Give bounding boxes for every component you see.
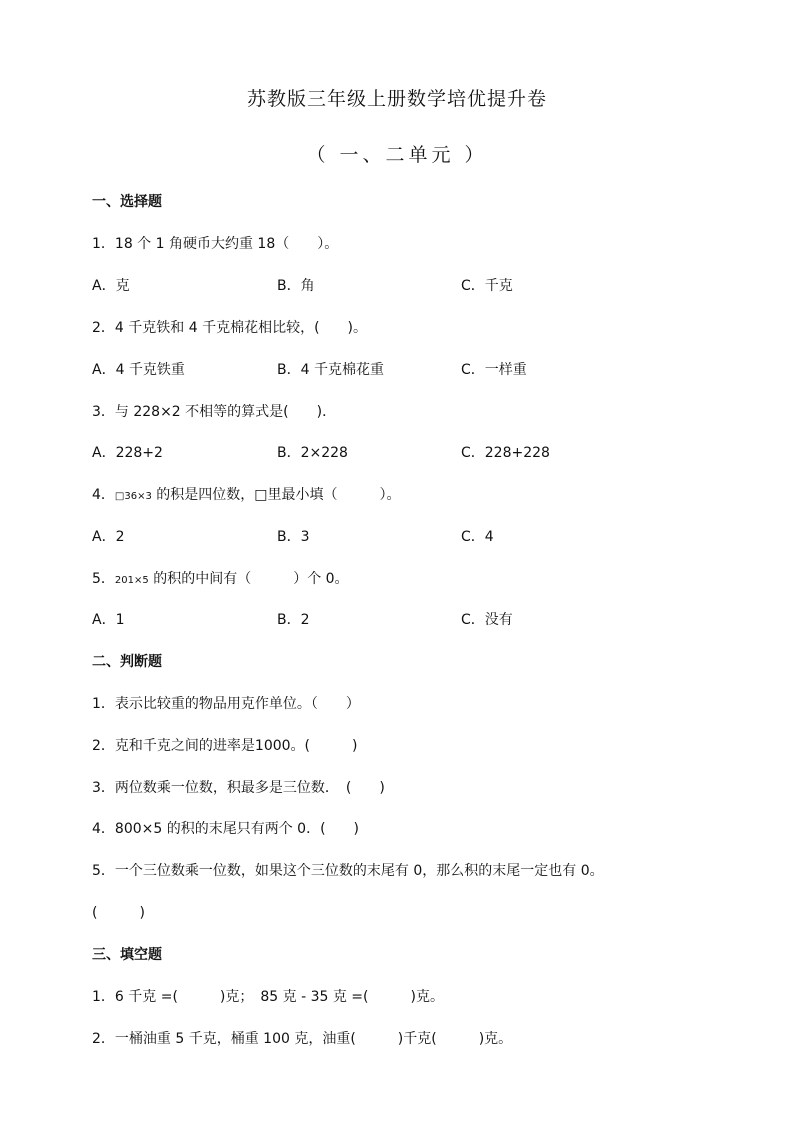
option-c: C．没有 [461,612,513,628]
section-heading-fill: 三、填空题 [92,947,162,963]
section-heading-judgement: 二、判断题 [92,654,162,670]
option-b: B．2 [277,612,310,628]
option-a: A．克 [92,278,130,294]
math-expression: □36×3 [114,491,152,502]
option-a: A．1 [92,612,125,628]
option-a: A．2 [92,529,125,545]
question-text: 3．与 228×2 不相等的算式是( )． [92,404,337,420]
option-b: B．4 千克棉花重 [277,362,384,378]
option-a: A．4 千克铁重 [92,362,185,378]
question-text: 5．一个三位数乘一位数，如果这个三位数的末尾有 0，那么积的末尾一定也有 0。 [92,863,604,879]
question-text: 1．表示比较重的物品用克作单位。（ ） [92,696,360,712]
page-title: 苏教版三年级上册数学培优提升卷 [246,88,547,110]
question-number: 4． [92,487,115,503]
question-text: 4．800×5 的积的末尾只有两个 0．( ) [92,821,359,837]
question-text: 2．4 千克铁和 4 千克棉花相比较，( )。 [92,320,367,336]
question-text: 2．克和千克之间的进率是1000。( ) [92,738,358,754]
question-text: 2．一桶油重 5 千克，桶重 100 克，油重( )千克( )克。 [92,1031,513,1047]
math-expression: 201×5 [114,575,149,586]
question-body: 的积是四位数，□里最小填（ ）。 [151,487,401,503]
question-body: 的积的中间有（ ）个 0。 [148,571,349,587]
page-subtitle: （ 一、二单元 ） [306,144,488,166]
option-c: C．千克 [461,278,513,294]
section-heading-choice: 一、选择题 [92,194,162,210]
question-text: 1．18 个 1 角硬币大约重 18（ ）。 [92,236,339,252]
option-c: C．4 [461,529,494,545]
question-text: ( ) [92,905,145,921]
question-text [92,484,401,504]
option-c: C．一样重 [461,362,527,378]
question-text [92,568,349,588]
option-b: B．角 [277,278,315,294]
option-c: C．228+228 [461,445,550,461]
question-text: 1．6 千克 =( )克； 85 克 - 35 克 =( )克。 [92,989,444,1005]
option-b: B．2×228 [277,445,348,461]
question-number: 5． [92,571,115,587]
option-b: B．3 [277,529,310,545]
option-a: A．228+2 [92,445,163,461]
question-text: 3．两位数乘一位数，积最多是三位数． ( ) [92,780,385,796]
